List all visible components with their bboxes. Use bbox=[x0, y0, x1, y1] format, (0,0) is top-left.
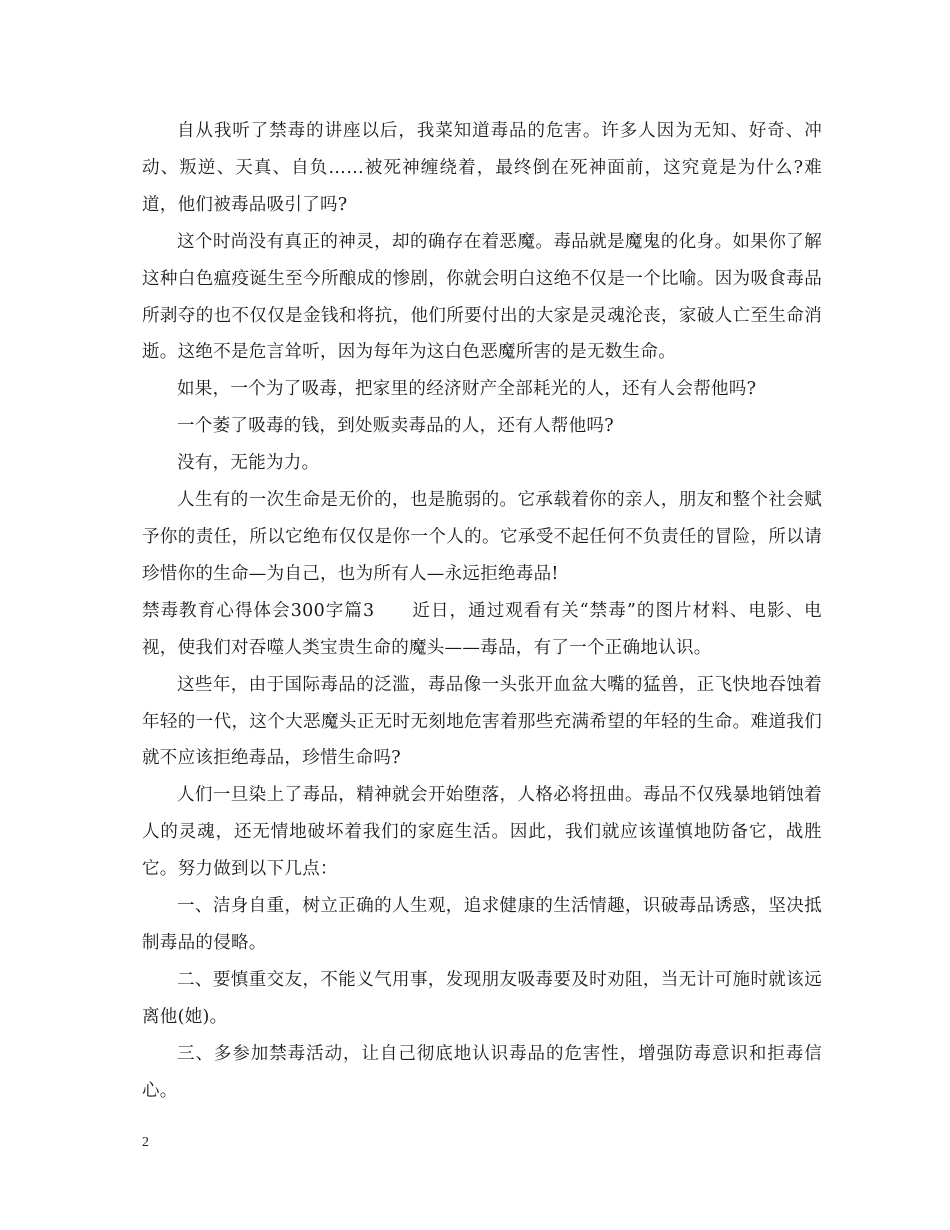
section-heading-paragraph: 禁毒教育心得体会300字篇3 近日，通过观看有关“禁毒”的图片材料、电影、电视，使我们对吞噬人类宝贵生命的魔头——毒品，有了一个正确地认识。 bbox=[142, 600, 822, 658]
list-item-paragraph: 二、要慎重交友，不能义气用事，发现朋友吸毒要及时劝阻，当无计可施时就该远离他(她)。 bbox=[142, 969, 822, 1027]
paragraph: 人生有的一次生命是无价的，也是脆弱的。它承载着你的亲人，朋友和整个社会赋予你的责任，所以它绝布仅仅是你一个人的。它承受不起任何不负责任的冒险，所以请珍惜你的生命—为自己，也为所有人—永远拒绝毒品! bbox=[142, 490, 822, 584]
paragraph: 人们一旦染上了毒品，精神就会开始堕落，人格必将扭曲。毒品不仅残暴地销蚀着人的灵魂，还无情地破坏着我们的家庭生活。因此，我们就应该谨慎地防备它，战胜它。努力做到以下几点： bbox=[142, 785, 822, 880]
list-item-paragraph: 三、多参加禁毒活动，让自己彻底地认识毒品的危害性，增强防毒意识和拒毒信心。 bbox=[142, 1043, 822, 1101]
paragraph: 如果，一个为了吸毒，把家里的经济财产全部耗光的人，还有人会帮他吗? bbox=[177, 379, 757, 400]
paragraph: 这个时尚没有真正的神灵，却的确存在着恶魔。毒品就是魔鬼的化身。如果你了解这种白色瘟疫诞生至今所酿成的惨剧，你就会明白这绝不仅是一个比喻。因为吸食毒品所剥夺的也不仅仅是金钱和将抗，他们所要付出的大家是灵魂沦丧，家破人亡至生命消逝。这绝不是危言耸听，因为每年为这白色恶魔所害的是无数生命。 bbox=[142, 231, 822, 363]
paragraph: 没有，无能为力。 bbox=[177, 453, 320, 474]
list-item-paragraph: 一、洁身自重，树立正确的人生观，追求健康的生活情趣，识破毒品诱惑，坚决抵制毒品的侵略。 bbox=[142, 896, 822, 953]
paragraph: 这些年，由于国际毒品的泛滥，毒品像一头张开血盆大嘴的猛兽，正飞快地吞蚀着年轻的一代，这个大恶魔头正无时无刻地危害着那些充满希望的年轻的生命。难道我们就不应该拒绝毒品，珍惜生命吗? bbox=[142, 674, 822, 769]
paragraph: 自从我听了禁毒的讲座以后，我菜知道毒品的危害。许多人因为无知、好奇、冲动、叛逆、天真、自负……被死神缠绕着，最终倒在死神面前，这究竟是为什么?难道，他们被毒品吸引了吗? bbox=[142, 121, 822, 215]
paragraph: 一个萎了吸毒的钱，到处贩卖毒品的人，还有人帮他吗? bbox=[177, 416, 614, 437]
page-number: 2 bbox=[142, 1135, 149, 1150]
document-body bbox=[142, 113, 822, 1109]
